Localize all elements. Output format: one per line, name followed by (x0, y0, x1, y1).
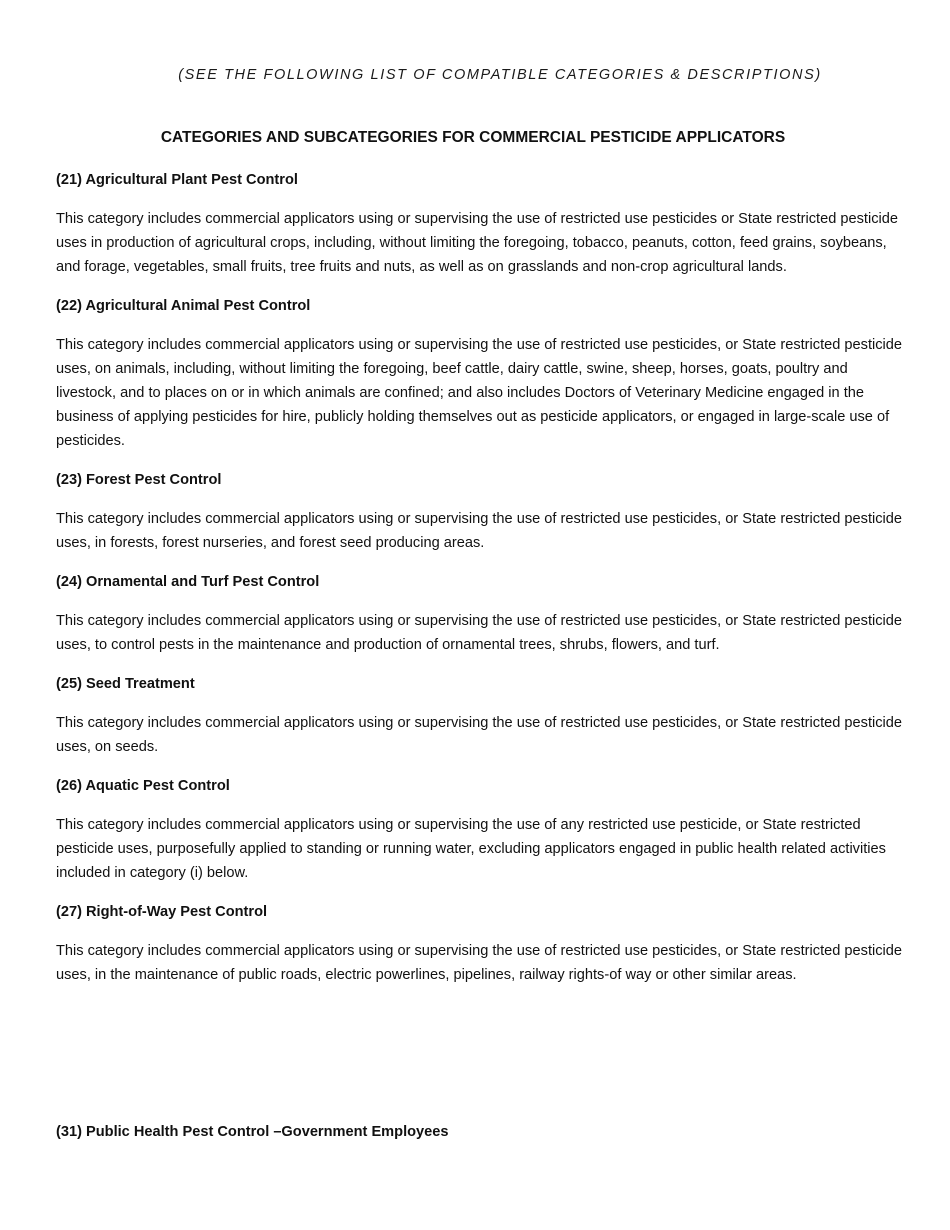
category-heading: (23) Forest Pest Control (56, 472, 222, 488)
category-heading: (26) Aquatic Pest Control (56, 778, 230, 794)
category-heading: (25) Seed Treatment (56, 676, 195, 692)
category-description: This category includes commercial applicators using or supervising the use of restricted use pesticides, or State restricted pesticide uses, in the maintenance of public roads, electric powerlines, pipelines, railway rights-of way or other similar areas. (56, 943, 903, 983)
category-description: This category includes commercial applicators using or supervising the use of restricted use pesticides, or State restricted pesticide uses, to control pests in the maintenance and production of ornamental trees, shrubs, flowers, and turf. (56, 613, 903, 653)
category-31-heading: (31) Public Health Pest Control –Government Employees (56, 1124, 449, 1140)
category-26 (56, 774, 906, 885)
category-23 (56, 468, 906, 555)
category-description: This category includes commercial applicators using or supervising the use of restricted use pesticides, or State restricted pesticide uses, on seeds. (56, 715, 903, 755)
category-description: This category includes commercial applicators using or supervising the use of restricted use pesticides or State restricted pesticide uses in production of agricultural crops, including, without limiting the foregoing, tobacco, peanuts, cotton, feed grains, soybeans, and forage, vegetables, small fruits, tree fruits and nuts, as well as on grasslands and non-crop agricultural lands. (56, 211, 898, 275)
category-description: This category includes commercial applicators using or supervising the use of any restricted use pesticide, or State restricted pesticide uses, purposefully applied to standing or running water, excluding applicators engaged in public health related activities included in category (i) below. (56, 817, 886, 881)
category-27 (56, 900, 906, 987)
category-heading: (22) Agricultural Animal Pest Control (56, 298, 311, 314)
category-25 (56, 672, 906, 759)
category-heading: (24) Ornamental and Turf Pest Control (56, 574, 320, 590)
page-title: CATEGORIES AND SUBCATEGORIES FOR COMMERCIAL PESTICIDE APPLICATORS (160, 129, 786, 146)
category-description: This category includes commercial applicators using or supervising the use of restricted use pesticides, or State restricted pesticide uses, on animals, including, without limiting the foregoing, beef cattle, dairy cattle, swine, sheep, horses, goats, poultry and livestock, and to places on or in which animals are confined; and also includes Doctors of Veterinary Medicine engaged in the business of applying pesticides for hire, publicly holding themselves out as pesticide applicators, or engaged in large-scale use of pesticides. (56, 337, 903, 449)
category-22 (56, 294, 906, 453)
category-heading: (21) Agricultural Plant Pest Control (56, 172, 298, 188)
see-list-note: (SEE THE FOLLOWING LIST OF COMPATIBLE CATEGORIES & DESCRIPTIONS) (178, 67, 822, 83)
category-21 (56, 168, 906, 279)
category-heading: (27) Right-of-Way Pest Control (56, 904, 268, 920)
category-24 (56, 570, 906, 657)
category-description: This category includes commercial applicators using or supervising the use of restricted use pesticides, or State restricted pesticide uses, in forests, forest nurseries, and forest seed producing areas. (56, 511, 903, 551)
categories-list (56, 168, 906, 1002)
